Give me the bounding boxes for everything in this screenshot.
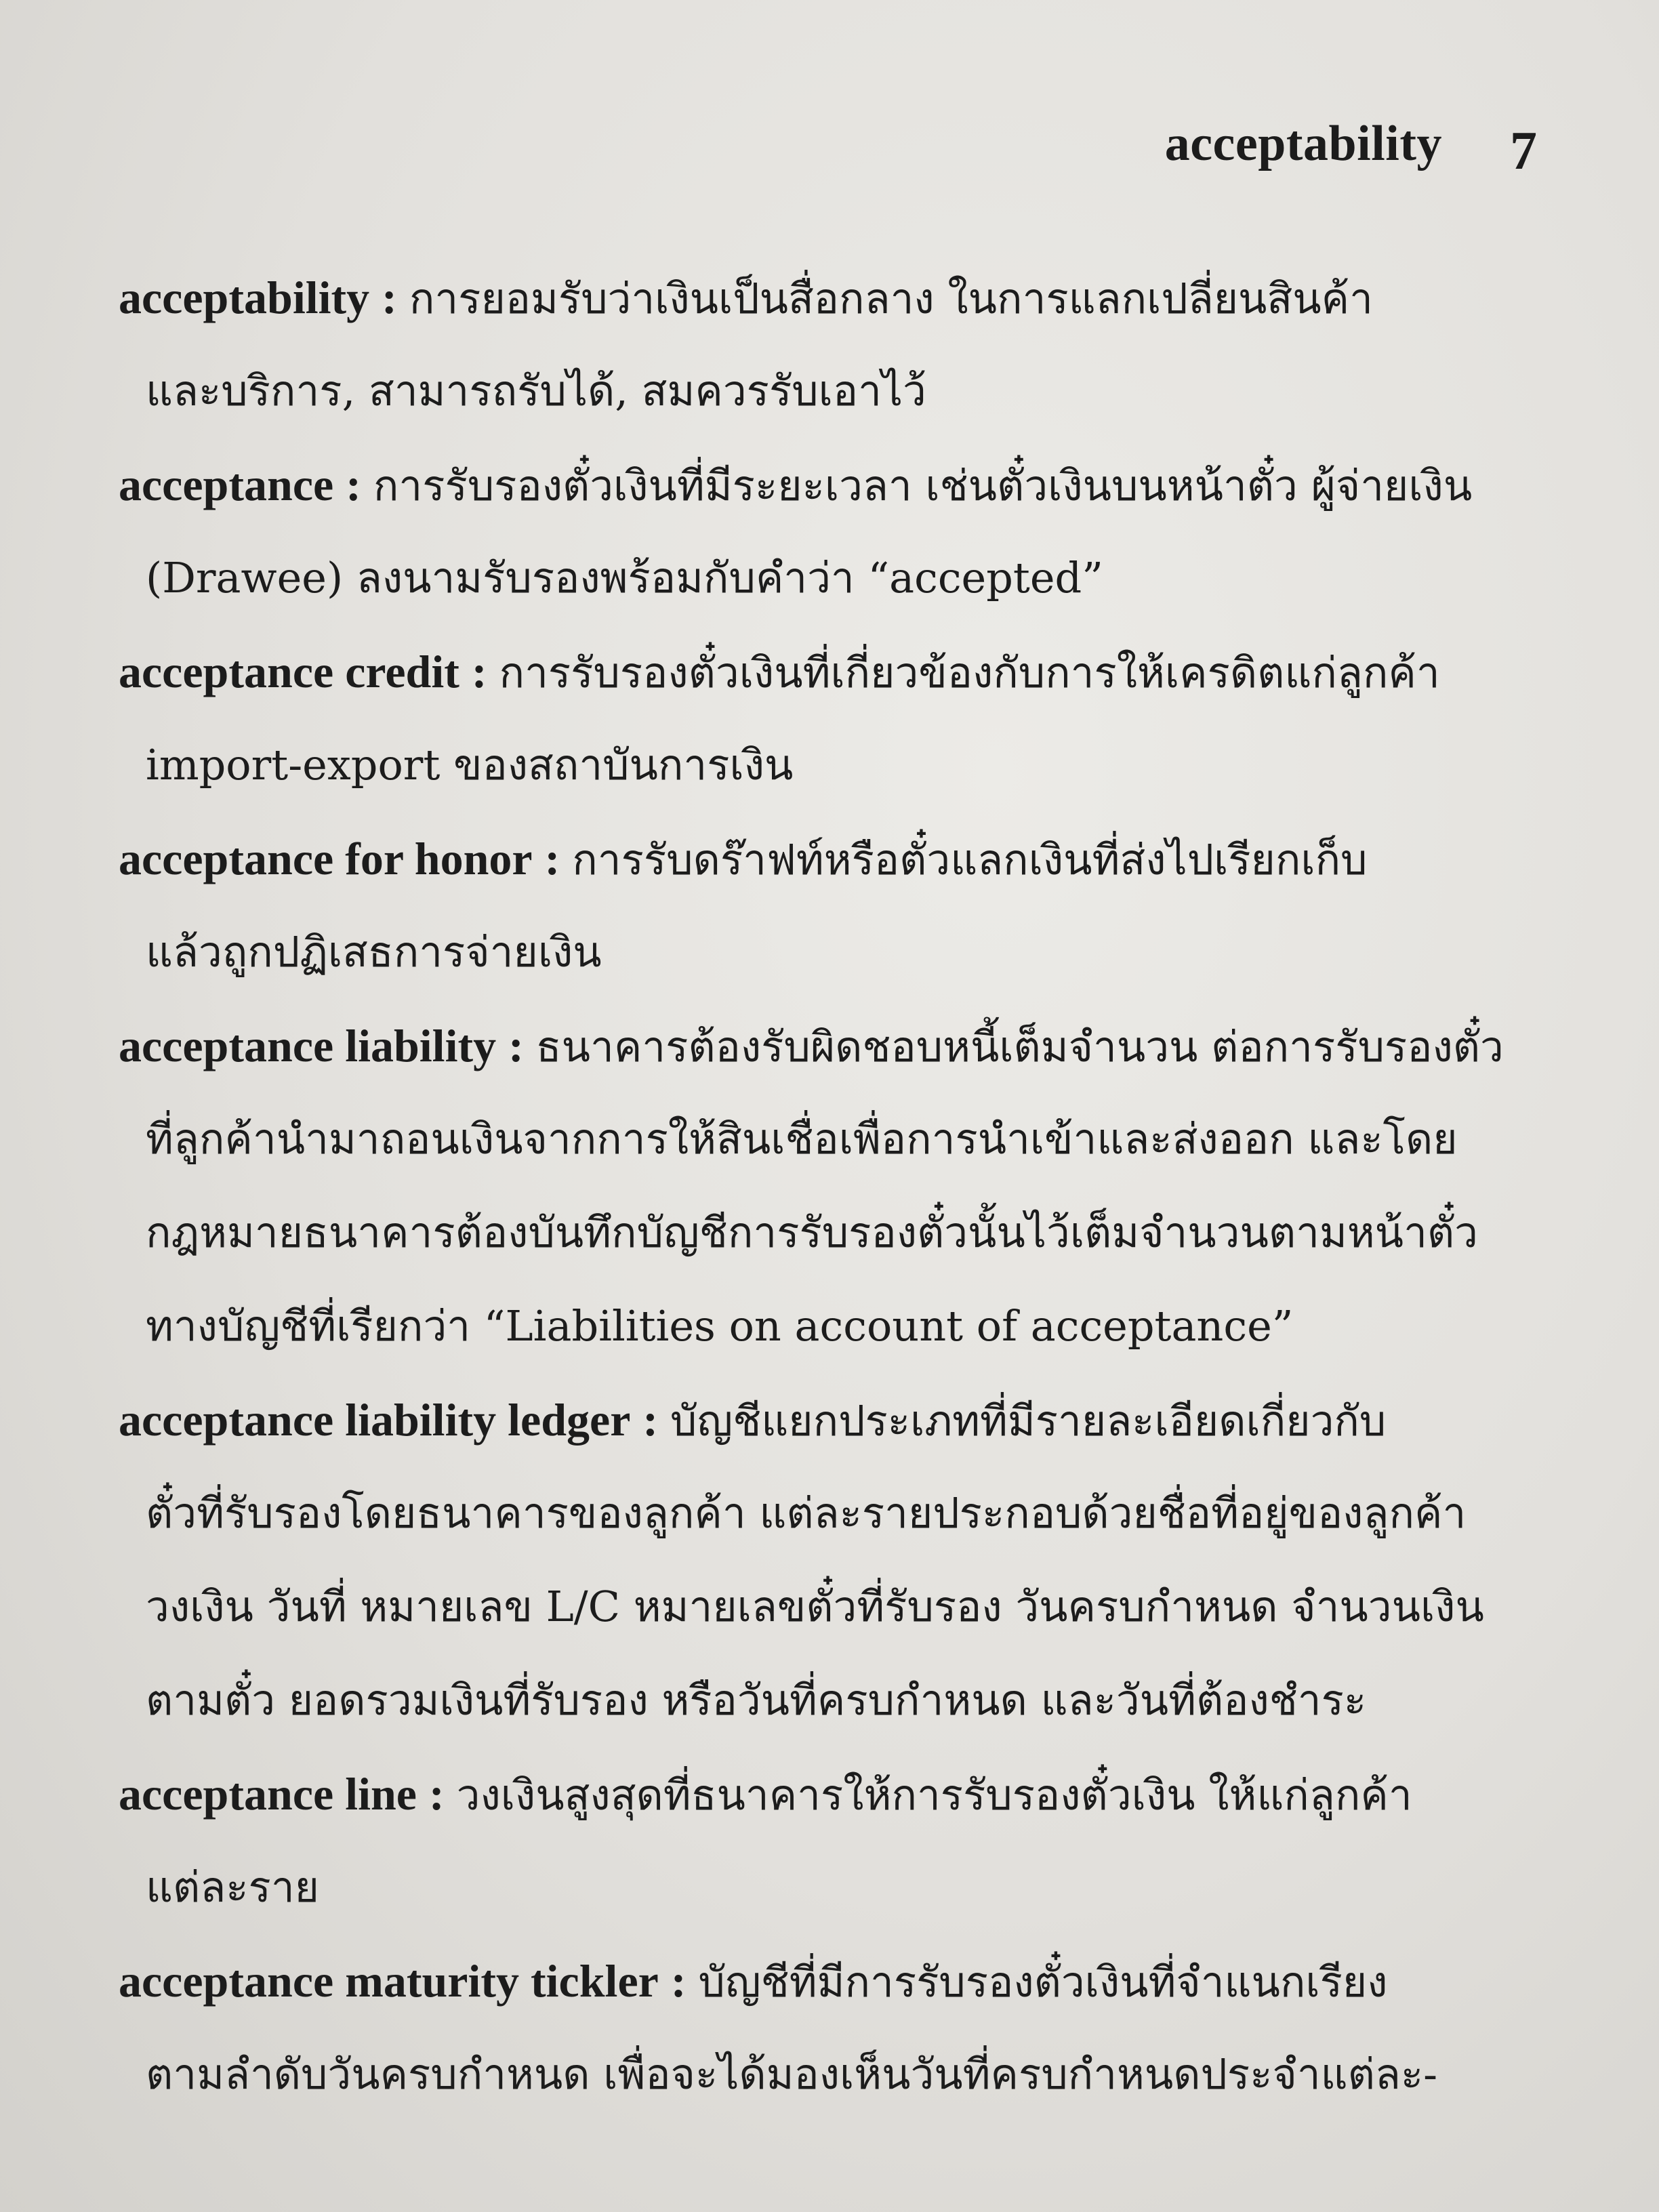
- entry-separator: :: [642, 1394, 659, 1446]
- entry-term: acceptance credit: [119, 646, 459, 697]
- entry-term: acceptance liability: [119, 1020, 497, 1071]
- running-head: acceptability: [1164, 116, 1442, 171]
- entry-definition-line: วงเงินสูงสุดที่ธนาคารให้การรับรองตั๋วเงิน ให้แก่ลูกค้า: [456, 1770, 1412, 1820]
- entry-separator: :: [544, 833, 560, 884]
- dictionary-entry: [119, 251, 1569, 438]
- dictionary-entry: [119, 1934, 1569, 2121]
- entry-definition-line: (Drawee) ลงนามรับรองพร้อมกับคำว่า “accepted”: [146, 553, 1103, 602]
- entry-definition-line: วงเงิน วันที่ หมายเลข L/C หมายเลขตั๋วที่รับรอง วันครบกำหนด จำนวนเงิน: [146, 1582, 1484, 1631]
- entry-definition-line: และบริการ, สามารถรับได้, สมควรรับเอาไว้: [146, 366, 926, 415]
- entry-term: acceptability: [119, 272, 370, 323]
- entry-definition-line: แล้วถูกปฏิเสธการจ่ายเงิน: [146, 927, 602, 977]
- entry-definition-line: ที่ลูกค้านำมาถอนเงินจากการให้สินเชื่อเพื่อการนำเข้าและส่งออก และโดย: [146, 1114, 1458, 1164]
- entry-separator: :: [508, 1020, 524, 1071]
- entry-definition-line: ธนาคารต้องรับผิดชอบหนี้เต็มจำนวน ต่อการรับรองตั๋ว: [535, 1022, 1504, 1071]
- entry-definition-line: การรับรองตั๋วเงินที่เกี่ยวข้องกับการให้เครดิตแก่ลูกค้า: [499, 648, 1440, 697]
- entry-definition-line: ตามตั๋ว ยอดรวมเงินที่รับรอง หรือวันที่ครบกำหนด และวันที่ต้องชำระ: [146, 1675, 1367, 1725]
- entry-term: acceptance: [119, 459, 334, 510]
- entry-definition-line: กฎหมายธนาคารต้องบันทึกบัญชีการรับรองตั๋วนั้นไว้เต็มจำนวนตามหน้าตั๋ว: [146, 1208, 1478, 1257]
- entry-definition-line: การยอมรับว่าเงินเป็นสื่อกลาง ในการแลกเปลี่ยนสินค้า: [409, 274, 1373, 323]
- entry-term: acceptance for honor: [119, 833, 533, 884]
- entry-separator: :: [471, 646, 487, 697]
- dictionary-entry: [119, 1747, 1569, 1934]
- entry-separator: :: [428, 1768, 445, 1820]
- entry-definition-line: ทางบัญชีที่เรียกว่า “Liabilities on account of acceptance”: [146, 1301, 1294, 1351]
- entry-definition-line: ตามลำดับวันครบกำหนด เพื่อจะได้มองเห็นวันที่ครบกำหนดประจำแต่ละ-: [146, 2049, 1438, 2099]
- entry-definition-line: แต่ละราย: [146, 1862, 319, 1912]
- entry-separator: :: [346, 459, 361, 510]
- dictionary-entry: [119, 625, 1569, 812]
- dictionary-entries: [119, 251, 1569, 2121]
- entry-definition-line: import-export ของสถาบันการเงิน: [146, 740, 794, 790]
- page-number: 7: [1510, 121, 1537, 181]
- entry-definition-line: บัญชีที่มีการรับรองตั๋วเงินที่จำแนกเรียง: [698, 1957, 1388, 2007]
- entry-term: acceptance line: [119, 1768, 417, 1820]
- dictionary-entry: [119, 438, 1569, 625]
- entry-definition-line: ตั๋วที่รับรองโดยธนาคารของลูกค้า แต่ละรายประกอบด้วยชื่อที่อยู่ของลูกค้า: [146, 1488, 1467, 1538]
- entry-definition-line: การรับดร๊าฟท์หรือตั๋วแลกเงินที่ส่งไปเรียกเก็บ: [572, 835, 1368, 884]
- dictionary-entry: [119, 812, 1569, 999]
- dictionary-entry: [119, 999, 1569, 1373]
- entry-term: acceptance maturity tickler: [119, 1955, 659, 2007]
- entry-separator: :: [382, 272, 397, 323]
- entry-term: acceptance liability ledger: [119, 1394, 631, 1446]
- entry-definition-line: การรับรองตั๋วเงินที่มีระยะเวลา เช่นตั๋วเงินบนหน้าตั๋ว ผู้จ่ายเงิน: [373, 461, 1473, 510]
- entry-definition-line: บัญชีแยกประเภทที่มีรายละเอียดเกี่ยวกับ: [670, 1396, 1387, 1446]
- dictionary-entry: [119, 1373, 1569, 1747]
- entry-separator: :: [670, 1955, 687, 2007]
